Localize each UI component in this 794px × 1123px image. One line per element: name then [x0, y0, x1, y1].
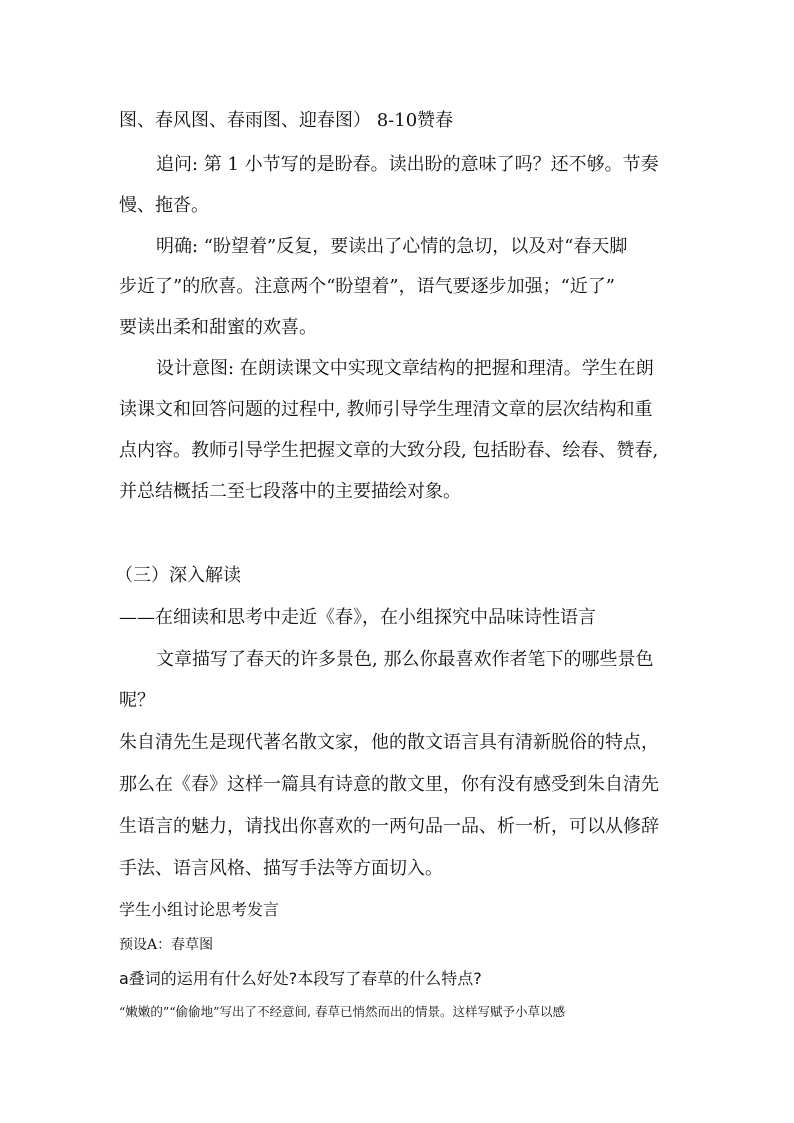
- text-line: 并总结概括二至七段落中的主要描绘对象。: [119, 481, 461, 502]
- text-line-clarify: 明确: “盼望着”反复，要读出了心情的急切，以及对“春天脚: [156, 236, 628, 257]
- answer-line: “嫩嫩的”“偷偷地”写出了不经意间, 春草已悄然而出的情景。这样写赋予小草以感: [119, 1004, 566, 1019]
- text-line: 步近了”的欣喜。注意两个“盼望着”，语气要逐步加强；“近了”: [119, 276, 616, 297]
- section-heading: （三）深入解读: [115, 565, 241, 586]
- text-line: 手法、语言风格、描写手法等方面切入。: [119, 858, 443, 879]
- text-line-design-intent: 设计意图: 在朗读课文中实现文章结构的把握和理清。学生在朗: [156, 358, 654, 379]
- text-line: 文章描写了春天的许多景色, 那么你最喜欢作者笔下的哪些景色: [156, 649, 654, 670]
- text-line: 呢？: [119, 690, 155, 711]
- text-line: 那么在《春》这样一篇具有诗意的散文里，你有没有感受到朱自清先: [119, 774, 659, 795]
- text-line: 要读出柔和甜蜜的欢喜。: [119, 317, 317, 338]
- text-line-question: 追问: 第 1 小节写的是盼春。读出盼的意味了吗？还不够。节奏: [156, 154, 659, 175]
- text-line: 读课文和回答问题的过程中, 教师引导学生理清文章的层次结构和重: [119, 399, 653, 420]
- text-line-continuation: 图、春风图、春雨图、迎春图） 8-10赞春: [119, 110, 454, 131]
- text-line: 生语言的魅力，请找出你喜欢的一两句品一品、析一析，可以从修辞: [119, 816, 659, 837]
- text-line: 慢、拖沓。: [119, 195, 209, 216]
- text-line: 点内容。教师引导学生把握文章的大致分段, 包括盼春、绘春、赞春,: [119, 440, 659, 461]
- question-line: a叠词的运用有什么好处?本段写了春草的什么特点?: [119, 969, 482, 988]
- text-line: 朱自清先生是现代著名散文家，他的散文语言具有清新脱俗的特点，: [119, 732, 659, 753]
- preset-heading: 预设A：春草图: [119, 937, 214, 953]
- text-line-discussion: 学生小组讨论思考发言: [119, 900, 280, 919]
- section-subtitle: ——在细读和思考中走近《春》，在小组探究中品味诗性语言: [119, 607, 596, 628]
